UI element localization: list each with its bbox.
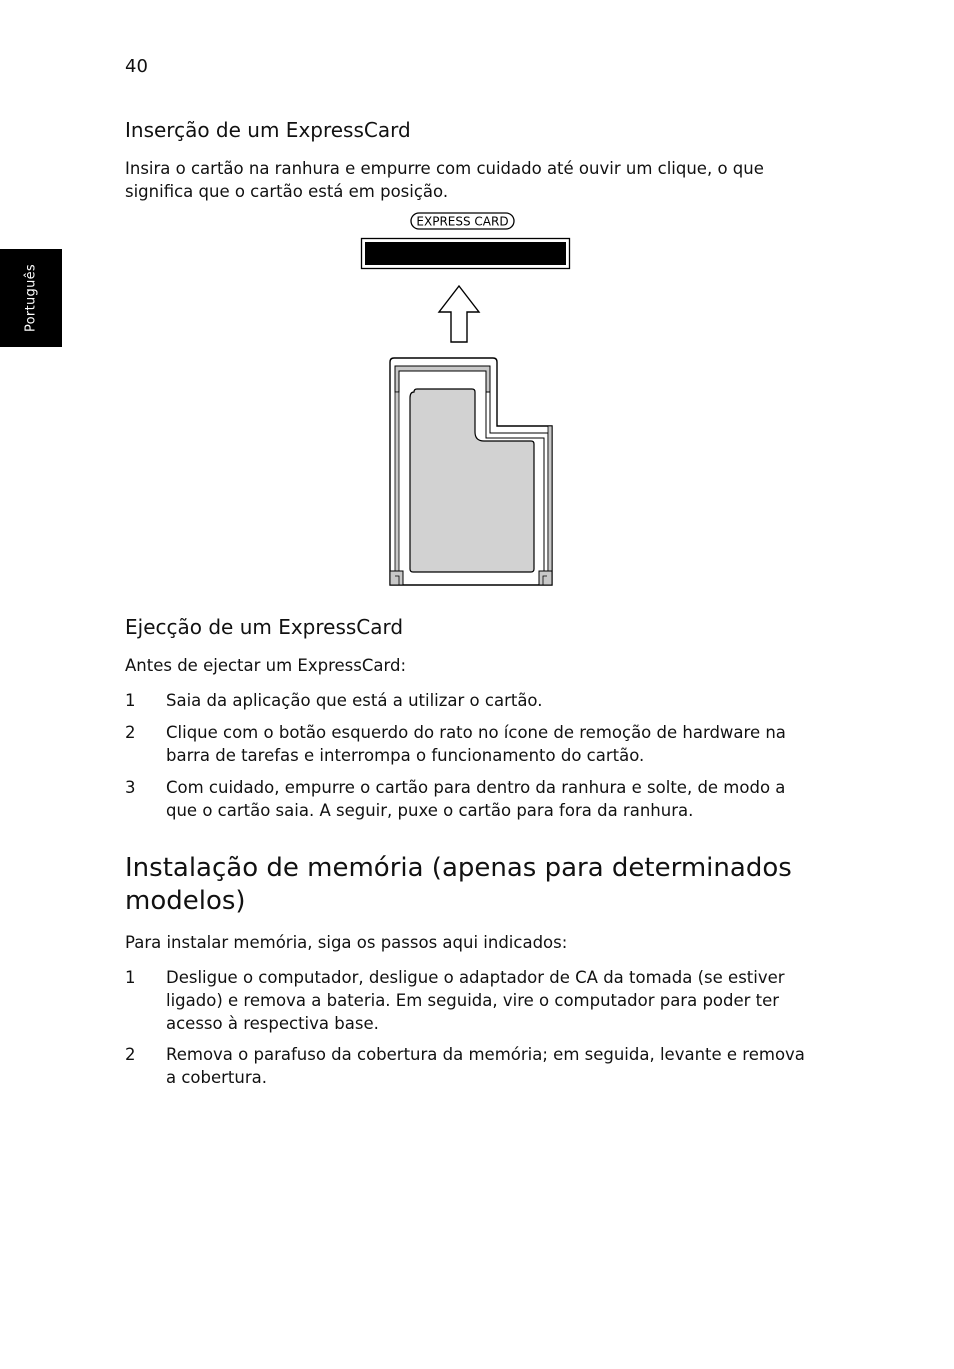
- ejection-heading: Ejecção de um ExpressCard: [125, 615, 404, 639]
- memory-intro: Para instalar memória, siga os passos aqui indicados:: [125, 933, 568, 952]
- step-number: 1: [125, 968, 136, 987]
- step-number: 3: [125, 778, 136, 797]
- side-tab-label: Português: [23, 264, 39, 332]
- step-text: Desligue o computador, desligue o adaptador de CA da tomada (se estiver ligado) e remova a bateria. Em seguida, vire o computador para poder ter acesso à respectiva base.: [166, 968, 785, 1033]
- insert-arrow-icon: [439, 286, 479, 342]
- step-number: 2: [125, 723, 136, 742]
- step-text: Remova o parafuso da cobertura da memória; em seguida, levante e remova a cobertura.: [166, 1045, 805, 1087]
- step-text: Clique com o botão esquerdo do rato no ícone de remoção de hardware na barra de tarefas e interrompa o funcionamento do cartão.: [166, 723, 786, 765]
- insertion-body: Insira o cartão na ranhura e empurre com cuidado até ouvir um clique, o que significa que o cartão está em posição.: [125, 159, 764, 201]
- slot-label-text: EXPRESS CARD: [416, 214, 509, 229]
- step-number: 1: [125, 691, 136, 710]
- expresscard-illustration: [355, 208, 580, 593]
- memory-heading: Instalação de memória (apenas para determinados modelos): [125, 853, 792, 916]
- page-number: 40: [125, 56, 148, 77]
- insertion-heading: Inserção de um ExpressCard: [125, 118, 411, 142]
- step-number: 2: [125, 1045, 136, 1064]
- slot-label-badge: [411, 213, 514, 229]
- ejection-intro: Antes de ejectar um ExpressCard:: [125, 656, 407, 675]
- language-side-tab: [0, 249, 62, 347]
- step-text: Com cuidado, empurre o cartão para dentro da ranhura e solte, de modo a que o cartão saia. A seguir, puxe o cartão para fora da ranhura.: [166, 778, 786, 820]
- card-slot: [362, 239, 570, 269]
- expresscard-icon: [390, 358, 552, 585]
- step-text: Saia da aplicação que está a utilizar o cartão.: [166, 691, 543, 710]
